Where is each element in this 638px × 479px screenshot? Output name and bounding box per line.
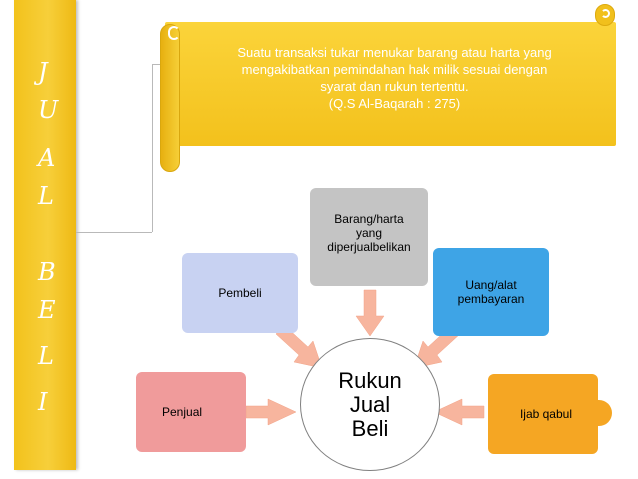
center-label: Rukun [338,367,402,393]
node-label: yang [355,226,383,240]
node-barang [310,188,428,286]
arrow-ijab [434,399,484,425]
center-label: Beli [351,415,389,441]
node-label: Penjual [162,405,203,419]
side-title-letter: B [38,258,56,286]
side-title-letter: E [38,296,56,324]
center-rukun-jual-beli [300,338,440,471]
side-title-letter: L [38,342,54,370]
node-label: Barang/harta [334,212,404,226]
definition-line: (Q.S Al-Baqarah : 275) [328,96,461,111]
node-label: Uang/alat [465,278,517,292]
side-title-letter: U [38,96,59,124]
definition-line: Suatu transaksi tukar menukar barang atau harta yang [237,45,552,60]
definition-line: syarat dan rukun tertentu. [320,79,469,94]
side-title-letter: L [38,182,54,210]
center-label: Jual [349,391,391,417]
side-title-letter: I [38,388,48,416]
node-penjual [136,372,246,452]
definition-line: mengakibatkan pemindahan hak milik sesuai dengan [241,62,548,77]
node-label: pembayaran [457,292,525,306]
node-uang [433,248,549,336]
side-title-letter: J [38,58,48,86]
node-label: Ijab qabul [519,407,572,421]
node-ijab [488,374,598,454]
arrow-penjual [246,399,296,425]
arrow-barang [356,290,384,336]
side-title-letter: A [38,144,56,172]
node-label: diperjualbelikan [327,240,411,254]
node-label: Pembeli [218,286,262,300]
node-pembeli [182,253,298,333]
